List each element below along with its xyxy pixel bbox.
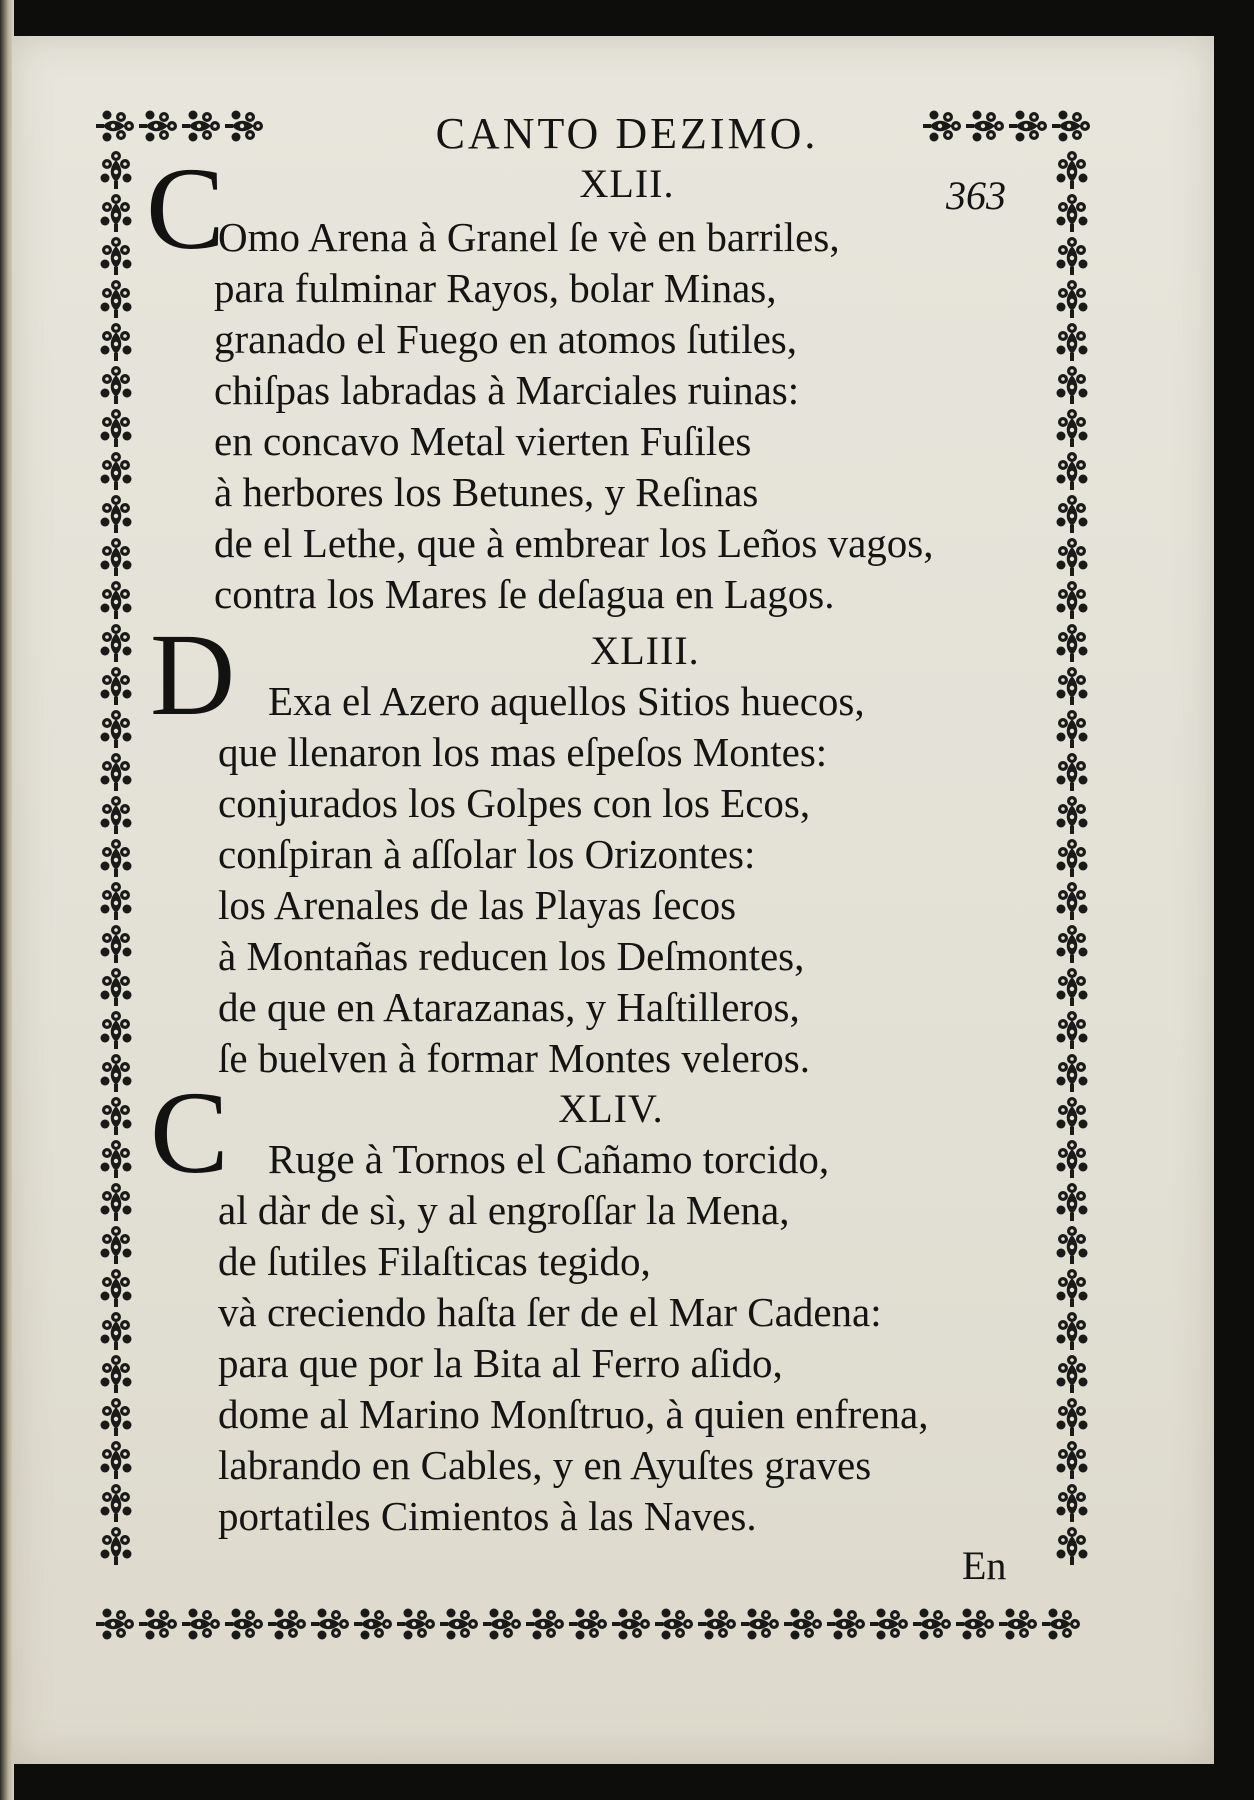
stanza-number: XLIII.	[590, 628, 700, 673]
verse-line: chiſpas labradas à Marciales ruinas:	[214, 367, 800, 413]
verse-line: à Montañas reducen los Deſmontes,	[218, 933, 805, 979]
drop-cap: C	[150, 1067, 229, 1198]
verse-line: en concavo Metal vierten Fuſiles	[214, 418, 752, 464]
stanza-text	[218, 1134, 1018, 1542]
catchword: En	[962, 1543, 1007, 1588]
verse-line: dome al Marino Monſtruo, à quien enfrena,	[218, 1391, 929, 1437]
verse-line: portatiles Cimientos à las Naves.	[218, 1493, 757, 1539]
verse-line: contra los Mares ſe deſagua en Lagos.	[214, 571, 835, 617]
stanza-text	[214, 212, 1018, 620]
running-header: CANTO DEZIMO.	[435, 109, 819, 158]
stanza-number: XLII.	[579, 161, 675, 206]
verse-line: Ruge à Tornos el Cañamo torcido,	[268, 1136, 830, 1182]
stanza-number: XLIV.	[558, 1086, 664, 1131]
verse-line: que llenaron los mas eſpeſos Montes:	[218, 729, 828, 775]
verse-line: và creciendo haſta ſer de el Mar Cadena:	[218, 1289, 882, 1335]
page-number: 363	[946, 173, 1006, 218]
verse-line: para que por la Bita al Ferro aſido,	[218, 1340, 783, 1386]
verse-line: à herbores los Betunes, y Reſinas	[214, 469, 759, 515]
verse-line: granado el Fuego en atomos ſutiles,	[214, 316, 797, 362]
verse-line: conjurados los Golpes con los Ecos,	[218, 780, 811, 826]
verse-line: al dàr de sì, y al engroſſar la Mena,	[218, 1187, 790, 1233]
verse-line: de ſutiles Filaſticas tegido,	[218, 1238, 651, 1284]
verse-line: de que en Atarazanas, y Haſtilleros,	[218, 984, 800, 1030]
verse-line: labrando en Cables, y en Ayuſtes graves	[218, 1442, 872, 1488]
verse-line: para fulminar Rayos, bolar Minas,	[214, 265, 777, 311]
verse-line: de el Lethe, que à embrear los Leños vagos,	[214, 520, 934, 566]
verse-line: ſe buelven à formar Montes veleros.	[218, 1035, 811, 1081]
verse-line: Exa el Azero aquellos Sitios huecos,	[268, 678, 865, 724]
verse-line: Omo Arena à Granel ſe vè en barriles,	[218, 214, 840, 260]
stanza-text	[218, 676, 1018, 1084]
verse-line: los Arenales de las Playas ſecos	[218, 882, 737, 928]
drop-cap: C	[146, 143, 225, 274]
verse-line: conſpiran à aſſolar los Orizontes:	[218, 831, 756, 877]
drop-cap: D	[150, 609, 236, 740]
